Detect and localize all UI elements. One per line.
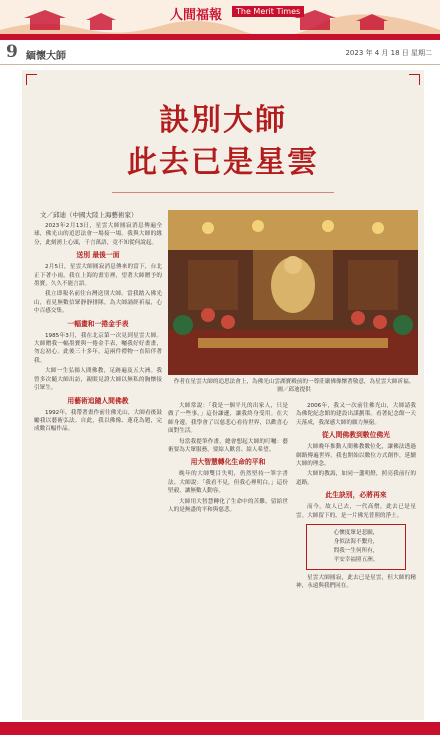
corner-ornament xyxy=(26,74,37,85)
article-column-1 xyxy=(34,222,162,436)
paragraph: 大師的教誨，如同一盞明燈，照亮我前行的道路。 xyxy=(296,471,416,486)
paragraph: 星雲大師圓寂，此去已是星雲，但大師的精神，永遠與我們同在。 xyxy=(296,575,416,590)
paragraph: 1985年3月，我在北京第一次見到星雲大師。大師贈我一幅墨寶與一捲金手表，囑我好好畫畫，勿忘初心。此後三十多年，這兩件禮物一直陪伴著我。 xyxy=(34,332,162,364)
poem-line: 問我一生何所有， xyxy=(333,548,379,555)
corner-ornament xyxy=(409,74,420,85)
paragraph: 大師晚年推動人間佛教數位化，讓佛法透過網路傳遍世界。我也開始以數位方式創作，延續大師的理念。 xyxy=(296,444,416,468)
paragraph: 2月5日，星雲大師圓寂消息傳來的當下，台北正下著小雨，我在上海的畫室裡，望著大師贈予的墨寶，久久不能言語。 xyxy=(34,264,162,288)
paragraph: 大師用大智慧轉化了生命中的苦難，留給世人的是無盡的平和與慈悲。 xyxy=(168,498,288,514)
paragraph: 大師常說：「我是一個平凡的出家人，只是做了一些事。」這份謙遜，讓我終身受用。在大師身邊，我學會了以慈悲心看待世界，以歡喜心面對生活。 xyxy=(168,403,288,435)
newspaper-logo: 人間福報 xyxy=(170,8,223,23)
page-header xyxy=(0,40,440,65)
poem-line: 身似法海不繫舟， xyxy=(333,539,379,546)
subheading: 一幅畫和一捲金手表 xyxy=(67,319,129,328)
poem-line: 平安幸福照五洲。 xyxy=(333,557,379,564)
subheading: 用大智慧轉化生命的平和 xyxy=(190,458,266,467)
paragraph: 大師一生弘揚人間佛教，足跡遍及五大洲。我曾多次隨大師出訪，親眼見證大師以無私的胸懷接引眾生。 xyxy=(34,368,162,392)
paragraph: 2006年，我又一次前往佛光山，大師請我為佛陀紀念館的建設出謀劃策。看著紀念館一天天落成，我深感大師的願力無窮。 xyxy=(296,403,416,426)
bottom-color-bar xyxy=(0,722,440,735)
subheading: 此生訣別，必將再來 xyxy=(325,491,387,500)
subheading: 送別 最後一面 xyxy=(76,251,120,260)
page-number: 9 xyxy=(6,42,18,62)
subheading: 從人間佛教到數位佛光 xyxy=(322,431,390,440)
article-panel xyxy=(22,70,424,720)
article-photo xyxy=(168,210,418,375)
masthead-banner xyxy=(0,0,440,40)
headline-line-2: 此去已是星雲 xyxy=(127,145,319,180)
issue-date: 2023 年 4 月 18 日 星期二 xyxy=(345,49,432,57)
paragraph: 每當我提筆作畫，總會想起大師的叮囑：藝術要為大眾服務，要給人歡喜、給人希望。 xyxy=(168,438,288,454)
article-headline xyxy=(22,100,424,184)
article-column-2 xyxy=(168,402,288,516)
headline-line-1: 訣別大師 xyxy=(159,103,287,138)
article-byline: 文／邱迪（中國大陸上海藝術家） xyxy=(40,211,138,219)
paragraph: 我立即報名前往台灣送別大師。當我踏入佛光山，看見無數信眾靜靜排隊，為大師誦經祈福，心中百感交集。 xyxy=(34,291,162,315)
photo-caption: 作者在星雲大師的追思法會上，為佛光山雲湖寶殿前的一尊莊嚴佛像懷著敬意，為星雲大師祈福。圖／邱迪提供 xyxy=(173,379,415,393)
paragraph: 2023年2月13日，星雲大師圓寂消息傳遍全球，佛光山的追思法會一場接一場。我與大師的緣分，此刻湧上心頭，千言萬語，竟不知從何說起。 xyxy=(34,223,162,246)
article-column-3 xyxy=(296,402,416,593)
poem-line: 心懷度眾是悲願， xyxy=(333,530,379,537)
poem-box xyxy=(306,524,406,570)
subheading: 用藝術追隨人間佛教 xyxy=(67,396,129,405)
section-title: 緬懷大師 xyxy=(26,51,66,62)
headline-rule xyxy=(112,192,334,193)
paragraph: 晚年的大師雙目失明，仍然堅持一筆字書法。大師說：「我看不見，但我心裡明白。」這份堅毅，讓無數人動容。 xyxy=(168,471,288,495)
newspaper-logo-english: The Merit Times xyxy=(232,6,304,17)
paragraph: 而今，故人已去，一代高僧，此去已是星雲。大師留下的，是一片佛光普照的淨土。 xyxy=(296,504,416,519)
paragraph: 1992年，我帶著畫作前往佛光山，大師看後鼓勵我以藝術弘法。自此，我以佛像、蓮花為題，完成數百幅作品。 xyxy=(34,409,162,433)
temple-hall-photo xyxy=(168,210,418,375)
